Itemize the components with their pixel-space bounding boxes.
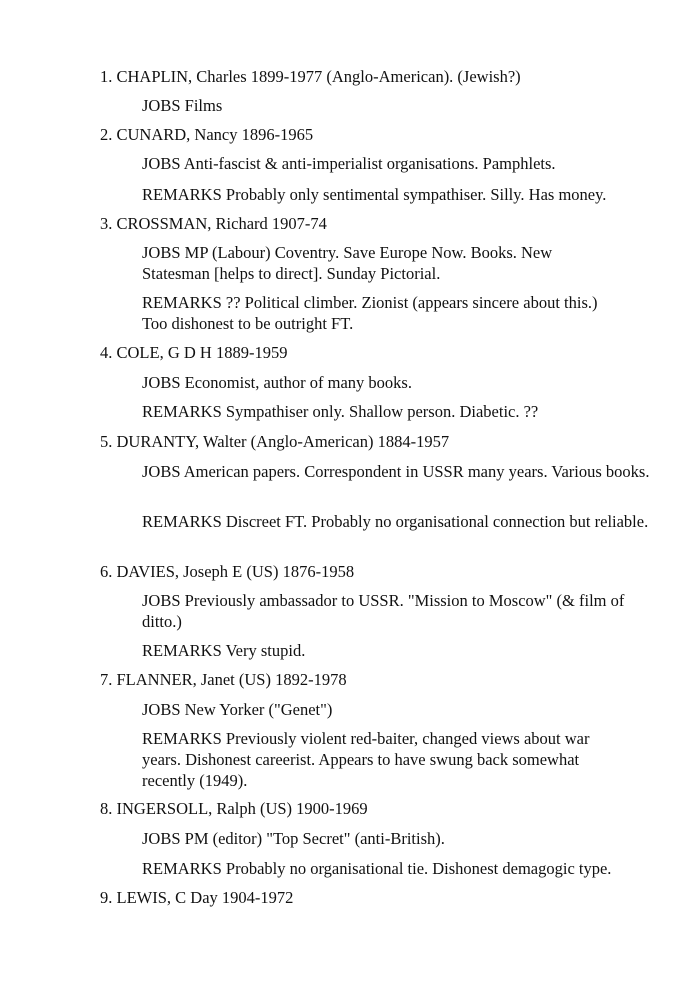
entry-remarks: REMARKS Sympathiser only. Shallow person. Diabetic. ?? xyxy=(142,402,539,421)
entry-jobs: JOBS MP (Labour) Coventry. Save Europe Now. Books. New Statesman [helps to direct]. Sunday Pictorial. xyxy=(142,243,553,283)
entry-jobs: JOBS Economist, author of many books. xyxy=(142,373,412,392)
entry-heading: 8. INGERSOLL, Ralph (US) 1900-1969 xyxy=(100,799,368,818)
entry-jobs: JOBS Anti-fascist & anti-imperialist organisations. Pamphlets. xyxy=(142,154,556,173)
entry-heading: 1. CHAPLIN, Charles 1899-1977 (Anglo-American). (Jewish?) xyxy=(100,67,521,86)
entry-jobs: JOBS Previously ambassador to USSR. "Mission to Moscow" (& film of ditto.) xyxy=(142,591,625,631)
entry-remarks: REMARKS ?? Political climber. Zionist (appears sincere about this.) Too dishonest to be outright FT. xyxy=(142,293,598,333)
entry-remarks: REMARKS Probably only sentimental sympathiser. Silly. Has money. xyxy=(142,185,607,204)
entry-remarks: REMARKS Discreet FT. Probably no organisational connection but reliable. xyxy=(142,512,649,531)
entry-heading: 5. DURANTY, Walter (Anglo-American) 1884-1957 xyxy=(100,432,450,451)
entry-jobs: JOBS Films xyxy=(142,96,223,115)
entry-jobs: JOBS PM (editor) "Top Secret" (anti-British). xyxy=(142,829,445,848)
entry-heading: 2. CUNARD, Nancy 1896-1965 xyxy=(100,125,314,144)
entry-remarks: REMARKS Previously violent red-baiter, changed views about war years. Dishonest careerist. Appears to have swung back somewhat recently (1949). xyxy=(142,729,590,790)
entry-jobs: JOBS New Yorker ("Genet") xyxy=(142,700,333,719)
entry-heading: 9. LEWIS, C Day 1904-1972 xyxy=(100,888,294,907)
entry-heading: 3. CROSSMAN, Richard 1907-74 xyxy=(100,214,327,233)
entry-remarks: REMARKS Probably no organisational tie. Dishonest demagogic type. xyxy=(142,859,612,878)
entry-jobs: JOBS American papers. Correspondent in USSR many years. Various books. xyxy=(142,462,650,481)
entry-heading: 6. DAVIES, Joseph E (US) 1876-1958 xyxy=(100,562,355,581)
entry-heading: 4. COLE, G D H 1889-1959 xyxy=(100,343,288,362)
entry-remarks: REMARKS Very stupid. xyxy=(142,641,306,660)
entry-heading: 7. FLANNER, Janet (US) 1892-1978 xyxy=(100,670,347,689)
